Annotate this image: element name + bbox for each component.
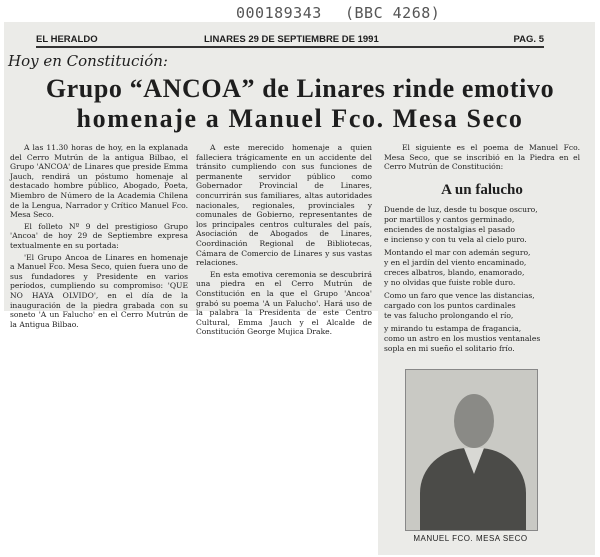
poem-verse: y en el jardín del viento encaminado, <box>384 258 527 267</box>
poem-stanza <box>384 324 584 354</box>
paragraph: El folleto Nº 9 del prestigioso Grupo 'Ancoa' de hoy 29 de Septiembre expresa textualmente en su portada: <box>10 221 188 250</box>
poem-verse: Como un faro que vence las distancias, <box>384 291 535 300</box>
poem-verse: e incienso y con tu vela al cielo puro. <box>384 235 527 244</box>
poem <box>384 205 584 357</box>
kicker: Hoy en Constitución: <box>8 52 168 70</box>
poem-verse: Duende de luz, desde tu bosque oscuro, <box>384 205 538 214</box>
article-column-1 <box>10 143 188 331</box>
date-line: LINARES 29 DE SEPTIEMBRE DE 1991 <box>204 34 379 45</box>
portrait-photo <box>405 369 538 531</box>
poem-stanza <box>384 248 584 288</box>
page-number: PAG. 5 <box>513 34 544 45</box>
poem-verse: te vas falucho prolongando el río, <box>384 311 514 320</box>
poem-stanza <box>384 205 584 245</box>
paragraph: 'El Grupo Ancoa de Linares en homenaje a Manuel Fco. Mesa Seco, quien fuera uno de sus fundadores y Presidente en varios períodos, cumpliendo su compromiso: 'QUE NO HAYA OLVIDO', en el día de la inauguración de la piedra grabada con su soneto 'A un Falucho' en el Cerro Mutrún de la Antigua Bilbao. <box>10 252 188 329</box>
poem-verse: como un astro en los mustios ventanales <box>384 334 541 343</box>
article-column-2 <box>196 143 372 339</box>
handwritten-code: (BBC 4268) <box>345 4 441 22</box>
poem-verse: creces albatros, blando, enamorado, <box>384 268 525 277</box>
poem-verse: y no olvidas que fuiste roble duro. <box>384 278 516 287</box>
poem-title: A un falucho <box>441 182 523 198</box>
poem-stanza <box>384 291 584 321</box>
poem-verse: sopla en mi sueño el solitario frío. <box>384 344 515 353</box>
handwritten-archive-number: 000189343 <box>236 4 322 22</box>
poem-verse: y mirando tu estampa de fragancia, <box>384 324 522 333</box>
headline-line-1: Grupo “ANCOA” de Linares rinde emotivo <box>45 74 555 103</box>
poem-verse: cargado con los puntos cardinales <box>384 301 516 310</box>
newspaper-name: EL HERALDO <box>36 34 98 45</box>
blank-cutout-area <box>0 311 378 557</box>
masthead <box>36 34 544 48</box>
poem-intro: El siguiente es el poema de Manuel Fco. Mesa Seco, que se inscribió en la Piedra en el Cerro Mutrún de Constitución: <box>384 143 580 172</box>
poem-verse: por martillos y cantos germinado, <box>384 215 515 224</box>
photo-caption: MANUEL FCO. MESA SECO <box>413 534 528 543</box>
headline-line-2: homenaje a Manuel Fco. Mesa Seco <box>76 104 524 133</box>
portrait-head <box>454 394 494 448</box>
paragraph: En esta emotiva ceremonia se descubrirá una piedra en el Cerro Mutrún de Constitución en la que el Grupo 'Ancoa' grabó su poema 'A un Falucho'. Hará uso de la palabra la Presidenta de este Centro Cultural, Emma Jauch y el Alcalde de Constitución George Mujica Drake. <box>196 269 372 337</box>
poem-verse: Montando el mar con ademán seguro, <box>384 248 531 257</box>
paragraph: A este merecido homenaje a quien falleciera trágicamente en un accidente del tránsito cumpliendo con sus funciones de permanente servidor público como Gobernador Provincial de Linares, concurrirán sus familiares, altas autoridades nacionales, regionales, provinciales y comunales de Gobierno, representantes de los principales centros culturales del país, Asociación de Abogados de Linares, Coordinación Regional de Bibliotecas, Cámara de Comercio de Linares y sus vastas relaciones. <box>196 143 372 268</box>
paragraph: A las 11.30 horas de hoy, en la explanada del Cerro Mutrún de la antigua Bilbao, el Grupo 'ANCOA' de Linares que preside Emma Jauch, rendirá un póstumo homenaje al destacado hombre público, Abogado, Poeta, Miembro de Número de la Academia Chilena de la Lengua, Narrador y Crítico Manuel Fco. Mesa Seco. <box>10 143 188 220</box>
poem-verse: enciendes de nostalgias el pasado <box>384 225 515 234</box>
